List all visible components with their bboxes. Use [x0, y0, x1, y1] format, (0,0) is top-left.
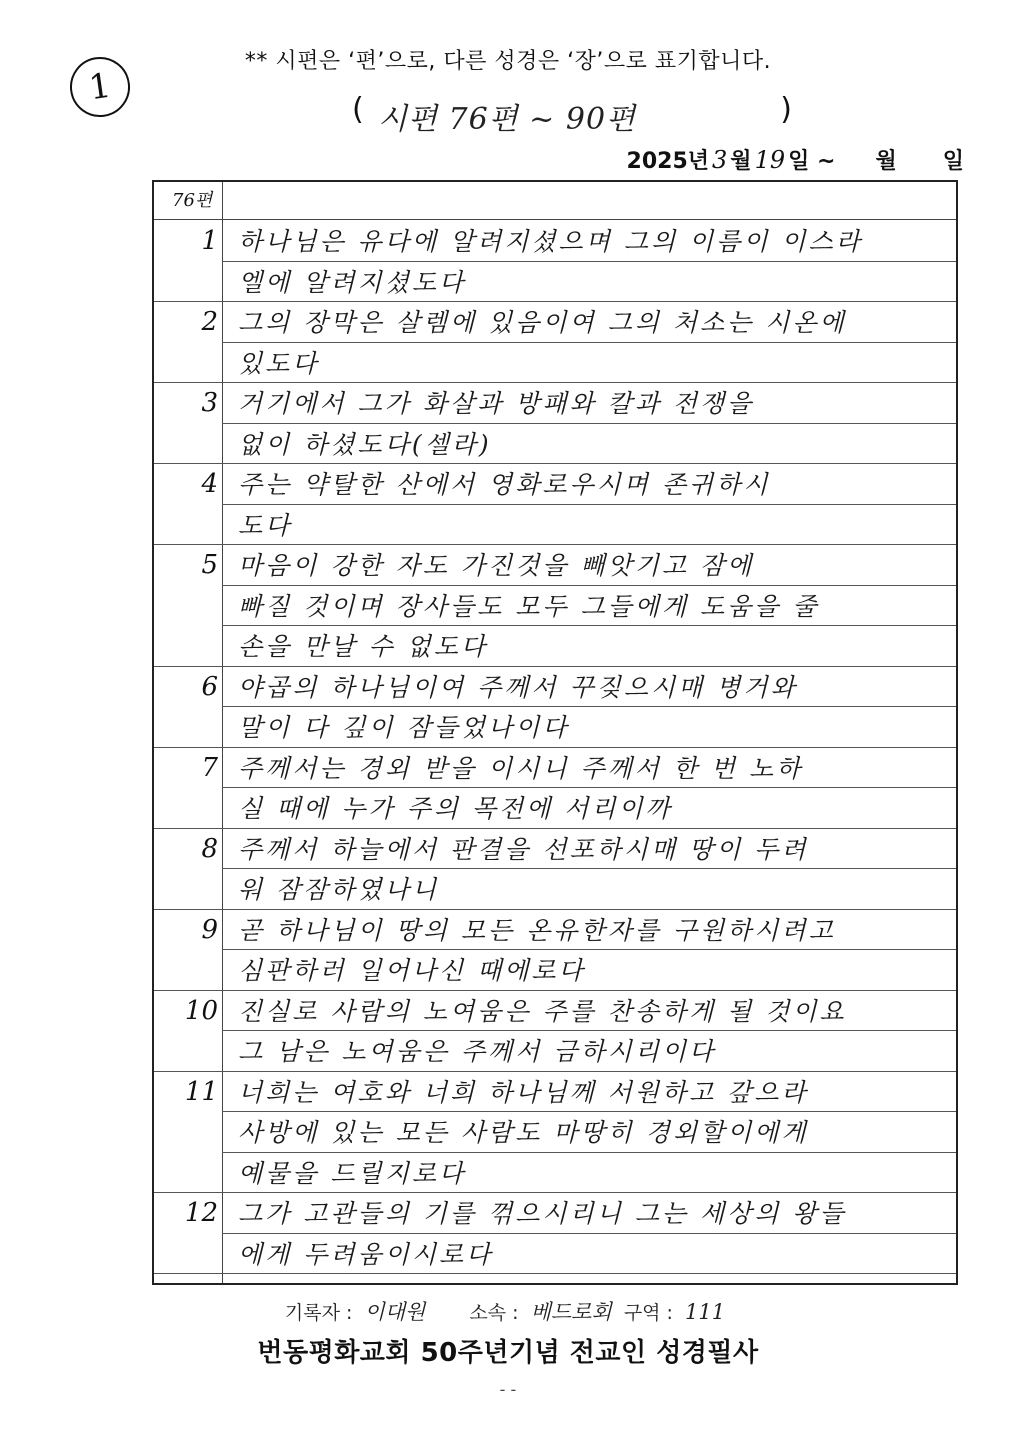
- date-end-day-label: 일: [942, 149, 964, 174]
- header-rule: [154, 219, 956, 220]
- date-start-month: 3: [712, 146, 728, 174]
- recorder-info: [0, 1296, 1016, 1326]
- verse-text-line: 손을 만날 수 없도다: [238, 632, 489, 661]
- verse-number: 12: [184, 1198, 218, 1228]
- verse-text-line: 워 잠잠하였나니: [238, 875, 439, 904]
- page-number-dashes: - -: [499, 1380, 517, 1399]
- page-marker-number: 1: [86, 65, 114, 109]
- verse-text-line: 그 남은 노여움은 주께서 금하시리이다: [238, 1037, 717, 1066]
- district-value: 111: [685, 1300, 726, 1324]
- date-field: [627, 144, 964, 176]
- range-open-paren: (: [352, 92, 364, 127]
- date-day-label: 일 ~: [788, 149, 836, 174]
- verse-text-line: 예물을 드릴지로다: [238, 1158, 467, 1188]
- district-label: 구역 :: [623, 1302, 673, 1324]
- verse-text-line: 진실로 사람의 노여움은 주를 찬송하게 될 것이요: [238, 996, 847, 1026]
- date-year: 2025년: [626, 149, 710, 174]
- range-field: [352, 92, 792, 138]
- verse-text-line: 주는 약탈한 산에서 영화로우시며 존귀하시: [238, 470, 771, 499]
- verse-text-line: 도다: [238, 510, 293, 540]
- verse-text-line: 사방에 있는 모든 사람도 마땅히 경외할이에게: [238, 1118, 809, 1147]
- verse-text-line: 없이 하셨도다(셀라): [238, 429, 492, 459]
- verse-number: 3: [201, 388, 218, 418]
- document-title: 번동평화교회 50주년기념 전교인 성경필사: [257, 1338, 759, 1368]
- verse-number: 9: [201, 914, 218, 945]
- verse-number: 6: [201, 671, 218, 702]
- transcription-sheet: [152, 180, 958, 1285]
- instruction-text: ** 시편은 ‘편’으로, 다른 성경은 ‘장’으로 표기합니다.: [244, 49, 772, 74]
- verse-text-line: 있도다: [238, 348, 320, 378]
- verse-number: 1: [201, 226, 218, 256]
- verse-number: 2: [201, 307, 218, 337]
- verse-text-line: 너희는 여호와 너희 하나님께 서원하고 갚으라: [238, 1077, 809, 1107]
- verse-text-line: 엘에 알려지셨도다: [238, 267, 467, 297]
- verse-text-line: 그의 장막은 살렘에 있음이여 그의 처소는 시온에: [238, 308, 847, 337]
- range-handwritten: 시편 76편 ~ 90편: [378, 102, 637, 137]
- verse-number: 11: [184, 1076, 218, 1107]
- chapter-label: 76편: [172, 190, 213, 211]
- verse-text-line: 에게 두려움이시로다: [238, 1239, 494, 1269]
- recorder-label: 기록자 :: [284, 1302, 353, 1324]
- affiliation-value: 베드로회: [530, 1300, 612, 1324]
- affiliation-label: 소속 :: [469, 1302, 519, 1324]
- verse-number: 5: [201, 550, 218, 580]
- verse-text-line: 거기에서 그가 화살과 방패와 칼과 전쟁을: [238, 389, 755, 418]
- date-month-label: 월: [730, 149, 752, 174]
- verse-text-line: 말이 다 깊이 잠들었나이다: [238, 713, 570, 742]
- verse-number: 10: [184, 995, 218, 1026]
- date-end-month-label: 월: [875, 149, 897, 174]
- verse-text-line: 실 때에 누가 주의 목전에 서리이까: [238, 794, 673, 823]
- verse-text-line: 심판하러 일어나신 때에로다: [238, 956, 586, 985]
- date-start-day: 19: [754, 146, 786, 174]
- verse-text-line: 곧 하나님이 땅의 모든 온유한자를 구원하시려고: [238, 915, 836, 945]
- verse-number: 8: [201, 833, 218, 864]
- verse-text-line: 그가 고관들의 기를 꺾으시리니 그는 세상의 왕들: [238, 1199, 847, 1228]
- verse-number: 7: [201, 752, 218, 783]
- verse-text-line: 빠질 것이며 장사들도 모두 그들에게 도움을 줄: [238, 591, 820, 621]
- verse-number: 4: [201, 469, 218, 499]
- verse-text-line: 하나님은 유다에 알려지셨으며 그의 이름이 이스라: [238, 227, 863, 256]
- range-close-paren: ): [780, 92, 792, 127]
- recorder-name: 이대원: [364, 1300, 426, 1324]
- verse-text-line: 마음이 강한 자도 가진것을 빼앗기고 잠에: [238, 551, 755, 580]
- verse-text-line: 주께서는 경외 받을 이시니 주께서 한 번 노하: [238, 753, 804, 783]
- verse-text-line: 주께서 하늘에서 판결을 선포하시매 땅이 두려: [238, 834, 809, 864]
- verse-number-column-rule: [222, 182, 223, 1283]
- verse-text-line: 야곱의 하나님이여 주께서 꾸짖으시매 병거와: [238, 672, 798, 702]
